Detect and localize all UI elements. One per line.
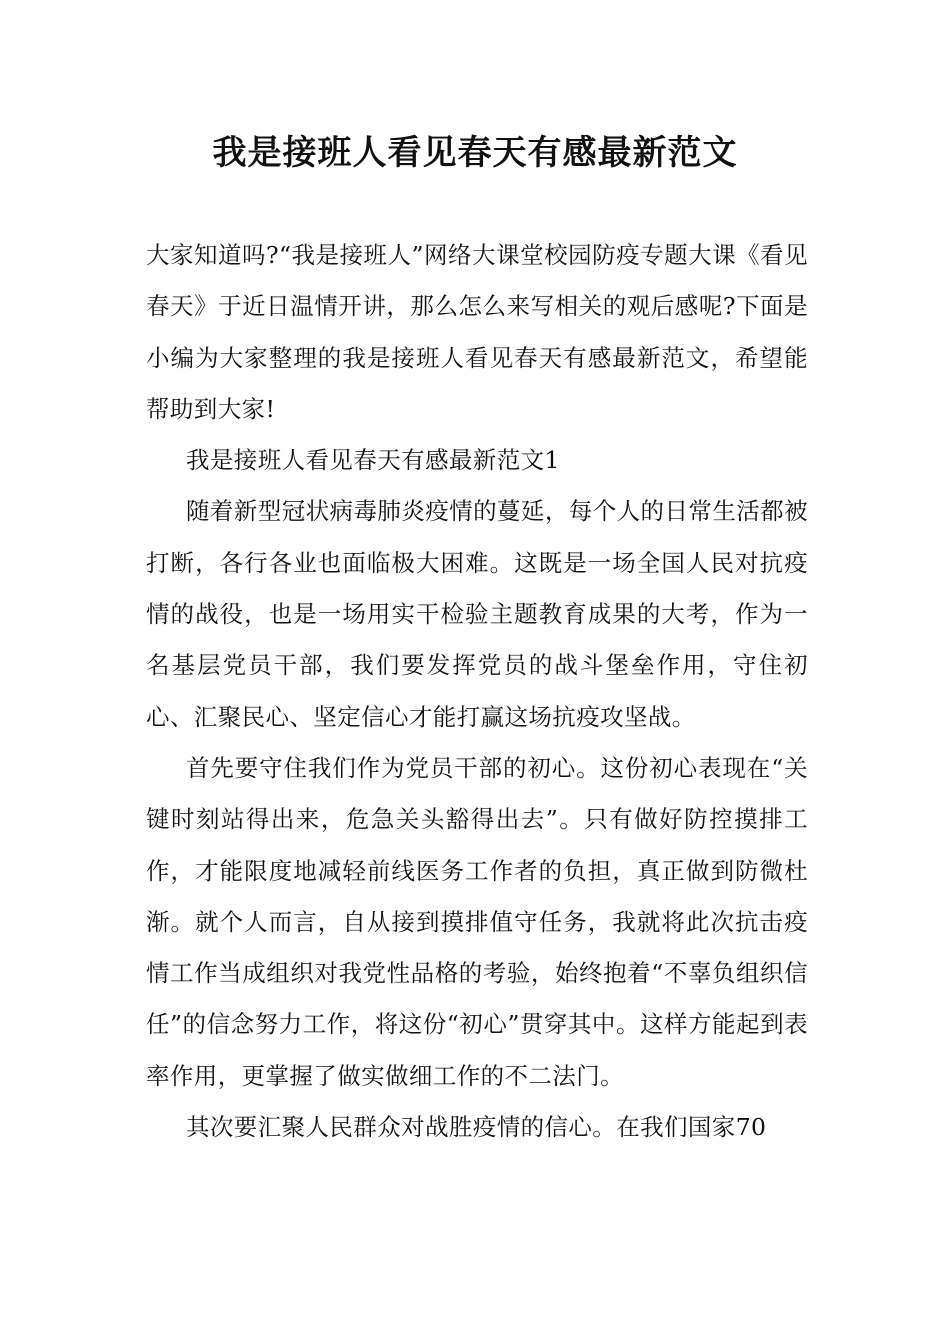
body-paragraph: 首先要守住我们作为党员干部的初心。这份初心表现在“关键时刻站得出来，危急关头豁得出去”。只有做好防控摸排工作，才能限度地减轻前线医务工作者的负担，真正做到防微杜渐。就个人而言，自从接到摸排值守任务，我就将此次抗击疫情工作当成组织对我党性品格的考验，始终抱着“不辜负组织信任”的信念努力工作，将这份“初心”贯穿其中。这样方能起到表率作用，更掌握了做实做细工作的不二法门。 — [146, 753, 808, 1090]
intro-paragraph: 大家知道吗?“我是接班人”网络大课堂校园防疫专题大课《看见春天》于近日温情开讲，那么怎么来写相关的观后感呢?下面是小编为大家整理的我是接班人看见春天有感最新范文，希望能帮助到大家! — [146, 241, 808, 423]
document-title: 我是接班人看见春天有感最新范文 — [212, 133, 738, 173]
body-paragraph: 随着新型冠状病毒肺炎疫情的蔓延，每个人的日常生活都被打断，各行各业也面临极大困难。这既是一场全国人民对抗疫情的战役，也是一场用实干检验主题教育成果的大考，作为一名基层党员干部，我们要发挥党员的战斗堡垒作用，守住初心、汇聚民心、坚定信心才能打赢这场抗疫攻坚战。 — [146, 497, 808, 731]
body-paragraph: 其次要汇聚人民群众对战胜疫情的信心。在我们国家70 — [186, 1113, 767, 1142]
document-body — [146, 230, 808, 1153]
section-heading: 我是接班人看见春天有感最新范文1 — [186, 446, 560, 475]
